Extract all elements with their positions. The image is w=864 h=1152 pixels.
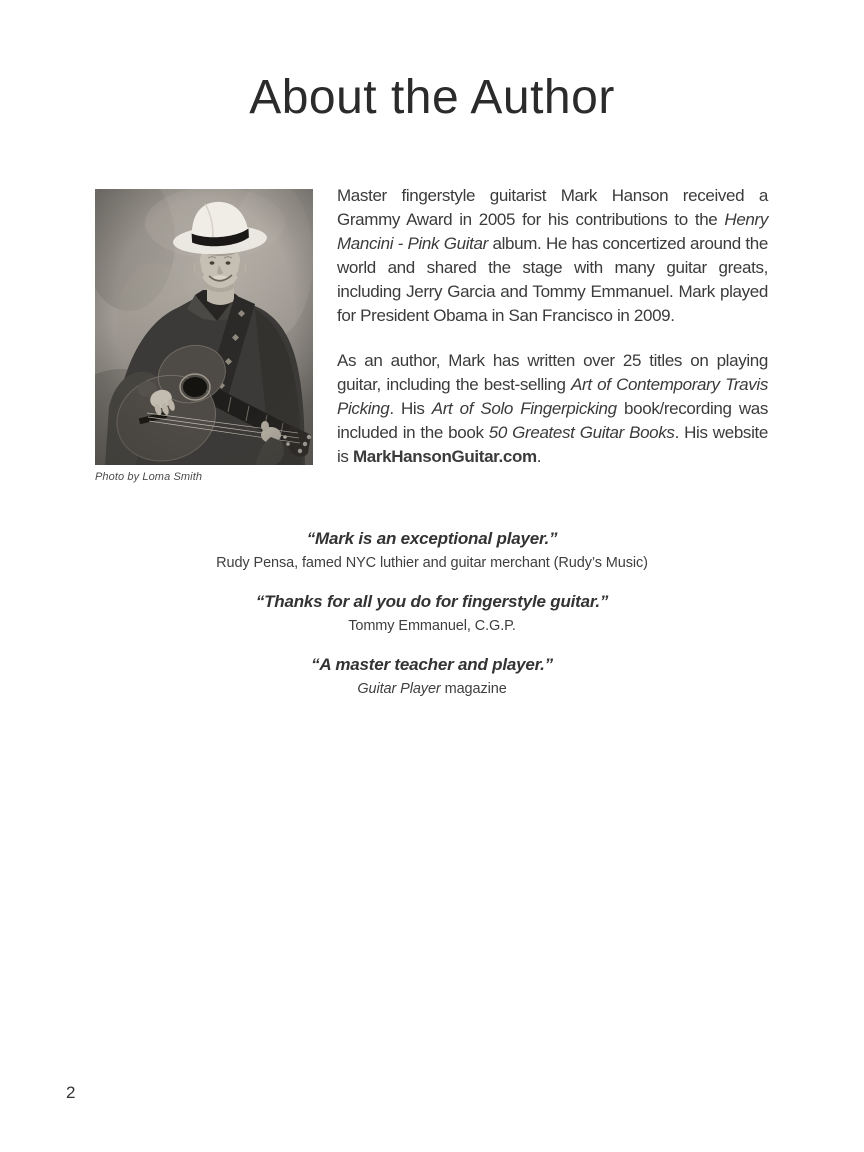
quote-group	[0, 528, 864, 573]
author-photo-block	[95, 189, 313, 483]
quote-attribution: Rudy Pensa, famed NYC luthier and guitar merchant (Rudy’s Music)	[216, 555, 648, 571]
quote-attribution: Guitar Player magazine	[357, 681, 507, 697]
page-number: 2	[66, 1083, 76, 1102]
quote-group	[0, 654, 864, 699]
quote-text: “Thanks for all you do for fingerstyle guitar.”	[255, 592, 609, 611]
author-photo	[95, 189, 313, 465]
author-bio	[337, 184, 768, 490]
quote-text: “Mark is an exceptional player.”	[306, 529, 558, 548]
quote-group	[0, 591, 864, 636]
quote-text: “A master teacher and player.”	[311, 655, 553, 674]
page-title: About the Author	[249, 71, 615, 124]
bio-paragraph-2: As an author, Mark has written over 25 titles on playing guitar, including the best-selling Art of Contemporary Travis Picking. His Art of Solo Fingerpicking book/recording was included in the book 50 Greatest Guitar Books. His website is MarkHansonGuitar.com.	[337, 351, 769, 466]
testimonial-quotes	[0, 528, 864, 717]
quote-attribution: Tommy Emmanuel, C.G.P.	[348, 618, 516, 634]
photo-caption: Photo by Loma Smith	[95, 471, 203, 483]
bio-paragraph-1: Master fingerstyle guitarist Mark Hanson received a Grammy Award in 2005 for his contributions to the Henry Mancini - Pink Guitar album. He has concertized around the world and shared the stage with many guitar greats, including Jerry Garcia and Tommy Emmanuel. Mark played for President Obama in San Francisco in 2009.	[337, 186, 768, 325]
author-portrait-illustration	[95, 189, 313, 465]
